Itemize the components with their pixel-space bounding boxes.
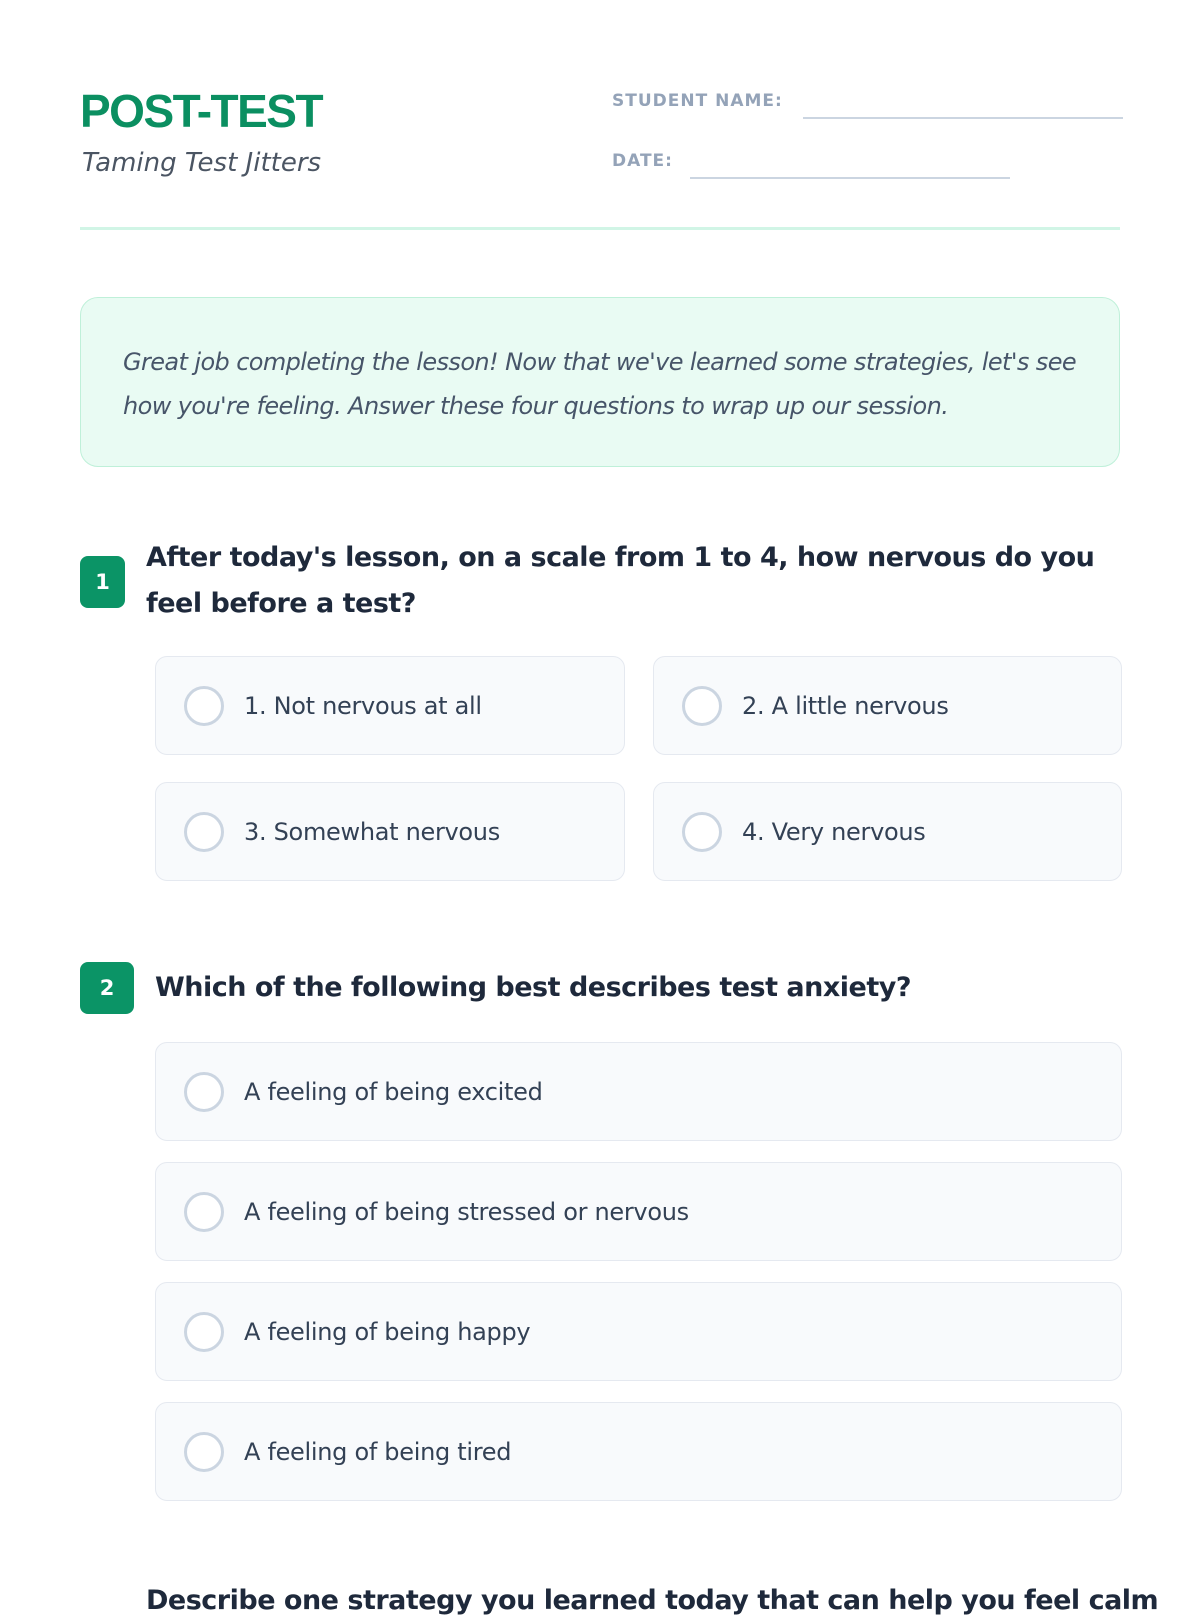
answer-option[interactable] xyxy=(653,782,1122,881)
answer-option[interactable] xyxy=(653,656,1122,755)
option-label: 3. Somewhat nervous xyxy=(244,817,500,846)
option-label: 2. A little nervous xyxy=(742,691,949,720)
option-label: A feeling of being happy xyxy=(244,1317,531,1346)
radio-button[interactable] xyxy=(682,686,722,726)
radio-button[interactable] xyxy=(682,812,722,852)
student-name-field[interactable] xyxy=(803,117,1123,119)
intro-text: Great job completing the lesson! Now that we've learned some strategies, let's see how you're feeling. Answer these four questions to wrap up our session. xyxy=(123,348,1077,420)
radio-button[interactable] xyxy=(184,1072,224,1112)
radio-button[interactable] xyxy=(184,812,224,852)
question-number-badge: 1 xyxy=(80,556,125,608)
page-title: POST-TEST xyxy=(80,85,323,137)
answer-option[interactable] xyxy=(155,1282,1122,1381)
radio-button[interactable] xyxy=(184,1192,224,1232)
radio-button[interactable] xyxy=(184,1432,224,1472)
intro-box xyxy=(80,297,1120,467)
date-field[interactable] xyxy=(690,177,1010,179)
answer-option[interactable] xyxy=(155,656,625,755)
header-divider xyxy=(80,227,1120,230)
answer-option[interactable] xyxy=(155,1162,1122,1261)
answer-option[interactable] xyxy=(155,782,625,881)
option-label: A feeling of being tired xyxy=(244,1437,512,1466)
student-name-label: STUDENT NAME: xyxy=(612,91,783,111)
option-label: 4. Very nervous xyxy=(742,817,926,846)
question-text: Which of the following best describes test anxiety? xyxy=(155,972,912,1003)
option-label: A feeling of being stressed or nervous xyxy=(244,1197,689,1226)
radio-button[interactable] xyxy=(184,686,224,726)
answer-option[interactable] xyxy=(155,1042,1122,1141)
answer-option[interactable] xyxy=(155,1402,1122,1501)
option-label: 1. Not nervous at all xyxy=(244,691,482,720)
page-subtitle: Taming Test Jitters xyxy=(82,148,322,178)
option-label: A feeling of being excited xyxy=(244,1077,543,1106)
date-label: DATE: xyxy=(612,151,673,171)
radio-button[interactable] xyxy=(184,1312,224,1352)
question-number-badge: 2 xyxy=(80,962,134,1014)
question-text: Describe one strategy you learned today that can help you feel calm xyxy=(146,1585,1159,1616)
question-text: After today's lesson, on a scale from 1 to 4, how nervous do you feel before a test? xyxy=(146,542,1095,619)
